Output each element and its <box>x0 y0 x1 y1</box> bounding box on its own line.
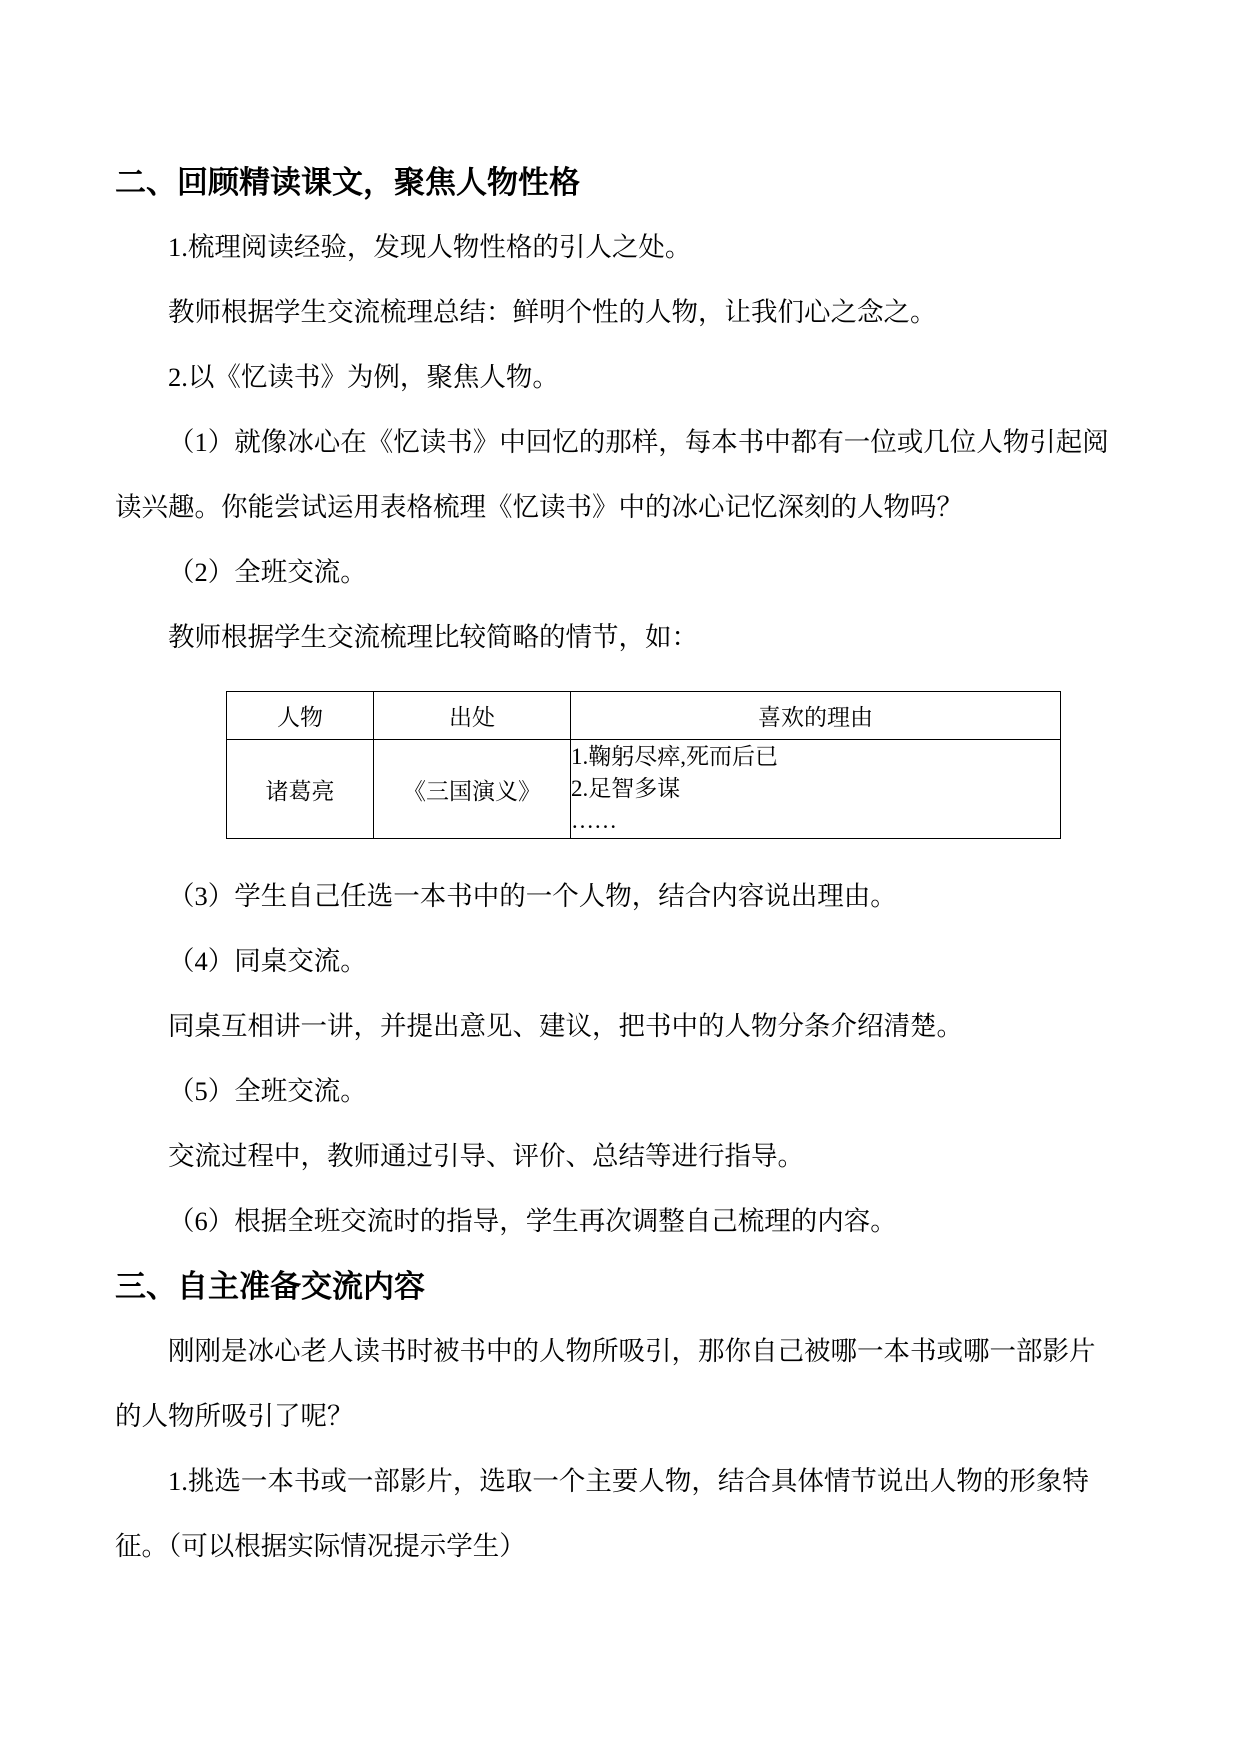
item-2-text: （2）全班交流。 <box>168 557 367 587</box>
item-2-note: 教师根据学生交流梳理比较简略的情节，如： <box>168 622 698 652</box>
item-4-note: 同桌互相讲一讲，并提出意见、建议，把书中的人物分条介绍清楚。 <box>168 1011 963 1041</box>
table-cell-character: 诸葛亮 <box>227 740 374 839</box>
table-row <box>227 740 1061 839</box>
table-header-row <box>227 692 1061 740</box>
reason-item: 1.鞠躬尽瘁,死而后已 <box>571 744 778 769</box>
reason-item: 2.足智多谋 <box>571 776 681 801</box>
section-3-step-1-line-2: 征。（可以根据实际情况提示学生） <box>115 1531 526 1561</box>
section-3-step-1-line-1: 1.挑选一本书或一部影片，选取一个主要人物，结合具体情节说出人物的形象特 <box>168 1466 1089 1496</box>
step-1-summary: 教师根据学生交流梳理总结：鲜明个性的人物，让我们心之念之。 <box>168 297 937 327</box>
item-1-line-1: （1）就像冰心在《忆读书》中回忆的那样，每本书中都有一位或几位人物引起阅 <box>168 427 1109 457</box>
character-table <box>226 691 1061 839</box>
table-cell-source: 《三国演义》 <box>374 740 571 839</box>
table-header-source: 出处 <box>374 692 571 740</box>
section-3-heading: 三、自主准备交流内容 <box>115 1269 425 1304</box>
item-5-text: （5）全班交流。 <box>168 1076 367 1106</box>
table-header-reasons: 喜欢的理由 <box>571 692 1061 740</box>
reason-ellipsis: …… <box>571 808 617 833</box>
item-6-text: （6）根据全班交流时的指导，学生再次调整自己梳理的内容。 <box>168 1206 897 1236</box>
step-1-text: 1.梳理阅读经验，发现人物性格的引人之处。 <box>168 232 692 262</box>
section-3-intro-line-1: 刚刚是冰心老人读书时被书中的人物所吸引，那你自己被哪一本书或哪一部影片 <box>168 1336 1096 1366</box>
item-3-text: （3）学生自己任选一本书中的一个人物，结合内容说出理由。 <box>168 881 897 911</box>
step-2-text: 2.以《忆读书》为例，聚焦人物。 <box>168 362 559 392</box>
document-body <box>115 150 1126 1579</box>
section-2-heading: 二、回顾精读课文，聚焦人物性格 <box>115 165 580 200</box>
item-5-note: 交流过程中，教师通过引导、评价、总结等进行指导。 <box>168 1141 804 1171</box>
item-1-line-2: 读兴趣。你能尝试运用表格梳理《忆读书》中的冰心记忆深刻的人物吗？ <box>115 492 963 522</box>
table-header-character: 人物 <box>227 692 374 740</box>
section-3-intro-line-2: 的人物所吸引了呢？ <box>115 1401 354 1431</box>
item-4-text: （4）同桌交流。 <box>168 946 367 976</box>
table-cell-reasons <box>571 740 1061 839</box>
